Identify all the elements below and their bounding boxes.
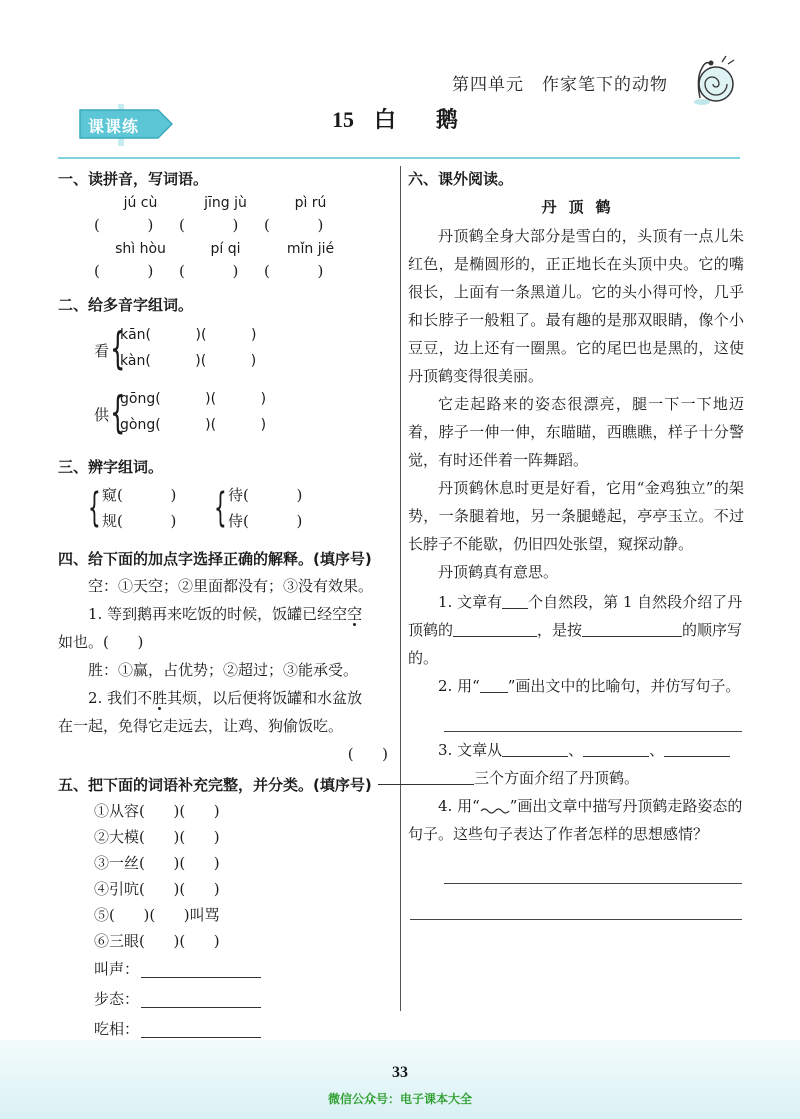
question-text: 2. 用“	[438, 677, 480, 695]
question-text: 1. 等到鹅再来吃饭的时候，饭罐已经空	[88, 605, 348, 623]
passage-paragraph: 丹顶鹤全身大部分是雪白的，头顶有一点儿朱红色，是椭圆形的，正正地长在头顶中央。它的嘴很长，上面有一条黑道儿。它的头小得可怜，几乎和长脖子一般粗了。最有趣的是那双眼睛，像个小豆豆，边上还有一圈黑。它的尾巴也是黑的，这使丹顶鹤变得很美丽。	[408, 227, 744, 385]
category-label: 吃相：	[94, 1020, 140, 1038]
polyphone-char: 供	[94, 406, 110, 424]
definition-sheng: 胜：①赢，占优势；②超过；③能承受。	[88, 661, 359, 679]
question-6-2	[408, 672, 744, 700]
answer-blank[interactable]: ( )	[94, 216, 154, 234]
brace-icon: {	[110, 387, 126, 438]
idiom-item[interactable]: ④引吭( )( )	[94, 880, 220, 898]
idiom-item[interactable]: ③一丝( )( )	[94, 854, 220, 872]
lesson-title-char-1: 白	[374, 107, 397, 133]
unit-title: 作家笔下的动物	[542, 75, 668, 95]
pinyin: jú cù	[123, 195, 158, 211]
story-title: 丹顶鹤	[541, 198, 623, 216]
pinyin: jīng jù	[204, 195, 247, 211]
question-4-1	[58, 600, 394, 628]
answer-blank[interactable]	[502, 739, 568, 757]
answer-row-2	[58, 260, 394, 284]
answer-row-1	[58, 214, 394, 238]
question-text: ”画出文章中描写丹顶鹤走路姿态的句子。这些句子表达了作者怎样的思想感情？	[408, 797, 743, 843]
answer-line[interactable]	[410, 888, 742, 920]
question-text: 三个方面介绍了丹顶鹤。	[474, 769, 640, 787]
idiom-item[interactable]: ②大模( )( )	[94, 828, 220, 846]
underline-sample	[480, 675, 508, 693]
question-6-1	[408, 588, 744, 672]
answer-blank[interactable]	[502, 591, 528, 609]
question-6-4	[408, 792, 744, 848]
pinyin: pì rú	[294, 195, 327, 211]
question-text: ，是按	[537, 621, 583, 639]
question-text: 个自然段，第 1 自然段介绍了丹顶鹤的	[408, 593, 743, 639]
distinguish-item[interactable]: 侍( )	[228, 512, 303, 530]
wechat-watermark: 微信公众号：电子课本大全	[327, 1092, 472, 1106]
polyphone-reading[interactable]: kàn( )( )	[120, 353, 257, 369]
pinyin: mǐn jié	[286, 241, 335, 257]
passage-paragraph: 它走起路来的姿态很漂亮，腿一下一下地迈着，脖子一伸一伸，东瞄瞄，西瞧瞧，样子十分警觉，有时还伴着一阵舞蹈。	[408, 395, 744, 469]
left-column	[58, 166, 394, 1044]
passage-paragraph: 丹顶鹤真有意思。	[438, 563, 559, 581]
section-1-heading: 一、读拼音，写词语。	[58, 170, 209, 188]
question-text: 的顺序写的。	[408, 621, 743, 667]
wavy-underline-icon	[480, 801, 510, 815]
pinyin-row-2	[58, 238, 394, 260]
section-4-heading: 四、给下面的加点字选择正确的解释。(填序号)	[58, 550, 372, 568]
pinyin: pí qi	[210, 241, 241, 257]
question-text: 3. 文章从	[438, 741, 503, 759]
pinyin-row-1	[58, 192, 394, 214]
answer-line[interactable]	[141, 960, 261, 978]
question-text: 1. 文章有	[438, 593, 503, 611]
answer-line[interactable]	[444, 700, 742, 732]
distinguish-group	[58, 484, 394, 538]
lesson-title-char-2: 鹅	[436, 107, 459, 133]
answer-blank[interactable]	[582, 619, 682, 637]
definition-kong: 空：①天空；②里面都没有；③没有效果。	[88, 577, 374, 595]
header-divider	[58, 157, 740, 159]
answer-blank[interactable]	[378, 767, 474, 785]
section-5-heading: 五、把下面的词语补充完整，并分类。(填序号)	[58, 776, 372, 794]
category-row	[58, 984, 394, 1014]
question-4-1-cont[interactable]: 如也。( )	[58, 633, 144, 651]
question-text: 2. 我们不	[88, 689, 153, 707]
answer-blank[interactable]: ( )	[264, 262, 324, 280]
lesson-title	[332, 103, 458, 134]
section-6-heading: 六、课外阅读。	[408, 170, 514, 188]
section-2-heading: 二、给多音字组词。	[58, 296, 194, 314]
separator: 、	[649, 741, 665, 759]
question-4-2-cont: 在一起，免得它走远去，让鸡、狗偷饭吃。	[58, 717, 344, 735]
separator: 、	[568, 741, 584, 759]
right-column	[408, 166, 744, 920]
answer-blank[interactable]	[583, 739, 649, 757]
reading-passage	[408, 222, 744, 586]
question-text: ”画出文中的比喻句，并仿写句子。	[507, 677, 741, 695]
answer-line[interactable]	[444, 852, 742, 884]
answer-line[interactable]	[141, 1020, 261, 1038]
answer-blank[interactable]: ( )	[179, 262, 239, 280]
unit-label: 第四单元	[452, 75, 524, 95]
distinguish-item[interactable]: 窥( )	[102, 486, 177, 504]
column-divider	[400, 166, 401, 1011]
dotted-char: 空	[347, 605, 363, 623]
idiom-item[interactable]: ①从容( )( )	[94, 802, 220, 820]
idiom-item[interactable]: ⑤( )( )叫骂	[94, 906, 220, 924]
polyphone-group-gong	[58, 386, 394, 446]
section-3-heading: 三、辨字组词。	[58, 458, 164, 476]
category-row	[58, 954, 394, 984]
distinguish-item[interactable]: 规( )	[102, 512, 177, 530]
question-text: 其烦，以后便将饭罐和水盆放	[167, 689, 363, 707]
question-6-3	[408, 736, 744, 792]
polyphone-group-kan	[58, 322, 394, 382]
answer-line[interactable]	[141, 990, 261, 1008]
snail-icon	[692, 54, 740, 106]
lesson-number: 15	[332, 107, 354, 132]
answer-blank[interactable]: ( )	[179, 216, 239, 234]
page-number: 33	[392, 1064, 408, 1081]
polyphone-reading[interactable]: kān( )( )	[120, 327, 257, 343]
passage-paragraph: 丹顶鹤休息时更是好看，它用“金鸡独立”的架势，一条腿着地，另一条腿蜷起，亭亭玉立。不过长脖子不能歇，仍旧四处张望，窥探动静。	[408, 479, 744, 553]
answer-blank[interactable]: ( )	[347, 745, 388, 763]
polyphone-char: 看	[94, 342, 110, 360]
category-label: 步态：	[94, 990, 140, 1008]
polyphone-reading[interactable]: gòng( )( )	[120, 417, 267, 433]
idiom-item[interactable]: ⑥三眼( )( )	[94, 932, 220, 950]
question-4-2	[58, 684, 394, 712]
brace-icon: {	[88, 485, 101, 531]
answer-blank[interactable]	[664, 739, 730, 757]
distinguish-item[interactable]: 待( )	[228, 486, 303, 504]
unit-header	[452, 70, 668, 95]
polyphone-reading[interactable]: gōng( )( )	[120, 391, 267, 407]
answer-blank[interactable]	[453, 619, 537, 637]
tag-label: 课课练	[88, 117, 140, 136]
question-text: 4. 用“	[438, 797, 480, 815]
answer-blank[interactable]: ( )	[94, 262, 154, 280]
brace-icon: {	[214, 485, 227, 531]
pinyin: shì hòu	[115, 241, 166, 257]
category-label: 叫声：	[94, 960, 140, 978]
brace-icon: {	[110, 323, 126, 374]
dotted-char: 胜	[152, 689, 168, 707]
answer-blank[interactable]: ( )	[264, 216, 324, 234]
